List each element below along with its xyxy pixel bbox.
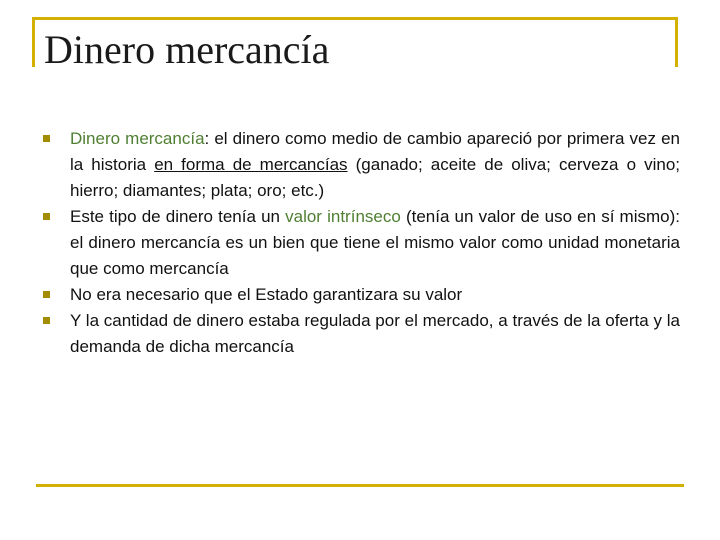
square-bullet-icon xyxy=(43,213,50,220)
square-bullet-icon xyxy=(43,135,50,142)
left-rule xyxy=(32,17,35,67)
underlined-phrase: en forma de mercancías xyxy=(154,155,348,174)
right-rule xyxy=(675,17,678,67)
square-bullet-icon xyxy=(43,317,50,324)
bullet-item-2 xyxy=(40,204,680,282)
bullet-text: (tenía un valor de uso en sí mismo): el dinero mercancía es un bien que tiene el mismo valor como unidad monetaria que como mercancía xyxy=(70,207,680,278)
slide-body xyxy=(40,126,680,360)
slide-title: Dinero mercancía xyxy=(44,27,330,72)
bullet-item-4 xyxy=(40,308,680,360)
bottom-rule xyxy=(36,484,684,487)
square-bullet-icon xyxy=(43,291,50,298)
bullet-item-1 xyxy=(40,126,680,204)
bullet-text: No era necesario que el Estado garantizara su valor xyxy=(70,285,463,304)
top-rule xyxy=(32,17,678,20)
bullet-item-3 xyxy=(40,282,680,308)
bullet-text: : el dinero como medio de cambio apareció por primera vez en la historia xyxy=(70,129,680,174)
bullet-text: Este tipo de dinero tenía un xyxy=(70,207,286,226)
bullet-list xyxy=(40,126,680,360)
bullet-text: Y la cantidad de dinero estaba regulada por el mercado, a través de la oferta y la demanda de dicha mercancía xyxy=(70,311,680,356)
highlighted-term: valor intrínseco xyxy=(285,207,401,226)
bullet-text: (ganado; aceite de oliva; cerveza o vino; hierro; diamantes; plata; oro; etc.) xyxy=(70,155,681,200)
highlighted-term: Dinero mercancía xyxy=(70,129,205,148)
